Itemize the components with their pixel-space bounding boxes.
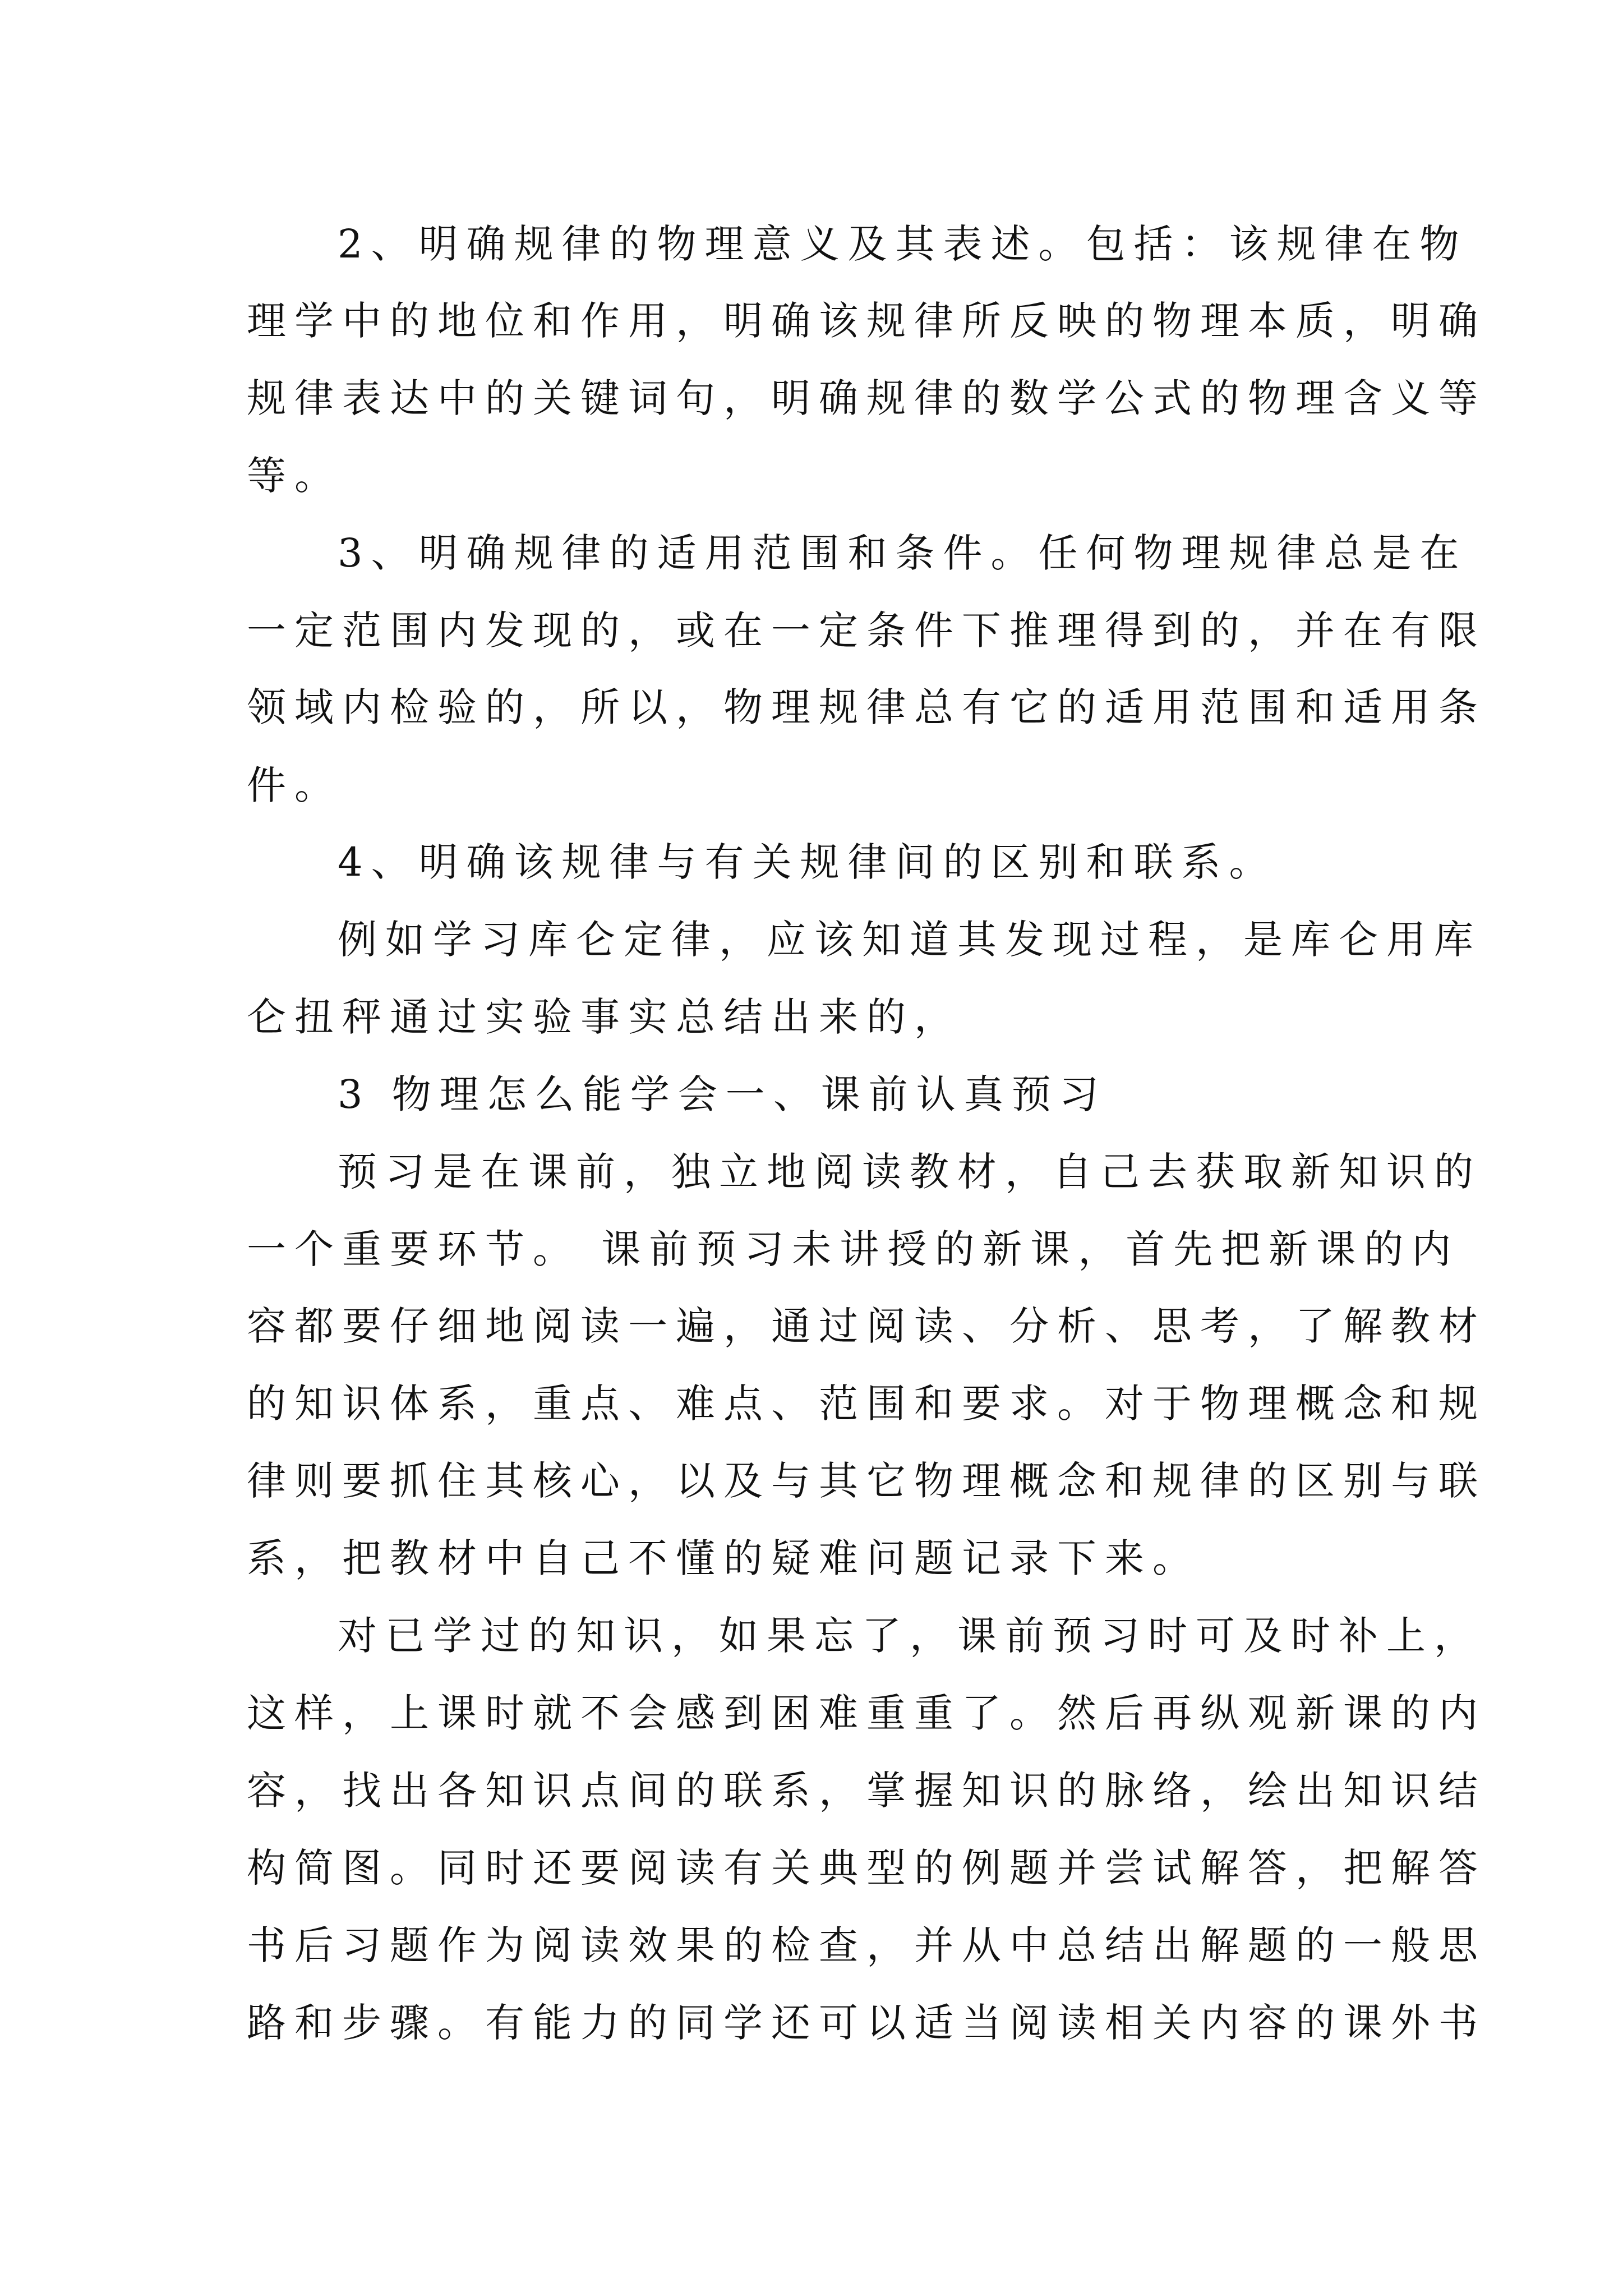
text-line: 件。 — [247, 762, 342, 808]
text-line: 的知识体系，重点、难点、范围和要求。对于物理概念和规 — [247, 1381, 1486, 1427]
text-line: 构简图。同时还要阅读有关典型的例题并尝试解答，把解答 — [247, 1845, 1486, 1891]
text-line: 等。 — [247, 453, 342, 499]
text-line: 例如学习库仑定律，应该知道其发现过程，是库仑用库 — [338, 917, 1482, 963]
text-line: 4、明确该规律与有关规律间的区别和联系。 — [338, 839, 1277, 885]
text-line: 这样，上课时就不会感到困难重重了。然后再纵观新课的内 — [247, 1690, 1486, 1736]
text-line: 规律表达中的关键词句，明确规律的数学公式的物理含义等 — [247, 375, 1486, 421]
text-line: 3、明确规律的适用范围和条件。任何物理规律总是在 — [338, 530, 1468, 576]
text-line: 一个重要环节。 课前预习未讲授的新课，首先把新课的内 — [247, 1226, 1460, 1272]
text-line: 3 物理怎么能学会一、课前认真预习 — [338, 1071, 1107, 1117]
text-line: 预习是在课前，独立地阅读教材，自己去获取新知识的 — [338, 1149, 1482, 1195]
text-line: 领域内检验的，所以，物理规律总有它的适用范围和适用条 — [247, 684, 1486, 730]
text-line: 容，找出各知识点间的联系，掌握知识的脉络，绘出知识结 — [247, 1768, 1486, 1814]
text-line: 系，把教材中自己不懂的疑难问题记录下来。 — [247, 1535, 1200, 1581]
text-line: 一定范围内发现的，或在一定条件下推理得到的，并在有限 — [247, 608, 1486, 654]
text-line: 理学中的地位和作用，明确该规律所反映的物理本质，明确 — [247, 298, 1486, 344]
text-line: 2、明确规律的物理意义及其表述。包括：该规律在物 — [338, 221, 1468, 267]
text-line: 律则要抓住其核心，以及与其它物理概念和规律的区别与联 — [247, 1458, 1486, 1504]
text-line: 书后习题作为阅读效果的检查，并从中总结出解题的一般思 — [247, 1922, 1486, 1968]
text-line: 容都要仔细地阅读一遍，通过阅读、分析、思考，了解教材 — [247, 1303, 1486, 1349]
text-line: 对已学过的知识，如果忘了，课前预习时可及时补上， — [338, 1613, 1482, 1659]
text-line: 仑扭秤通过实验事实总结出来的， — [247, 994, 962, 1040]
text-line: 路和步骤。有能力的同学还可以适当阅读相关内容的课外书 — [247, 2000, 1486, 2046]
